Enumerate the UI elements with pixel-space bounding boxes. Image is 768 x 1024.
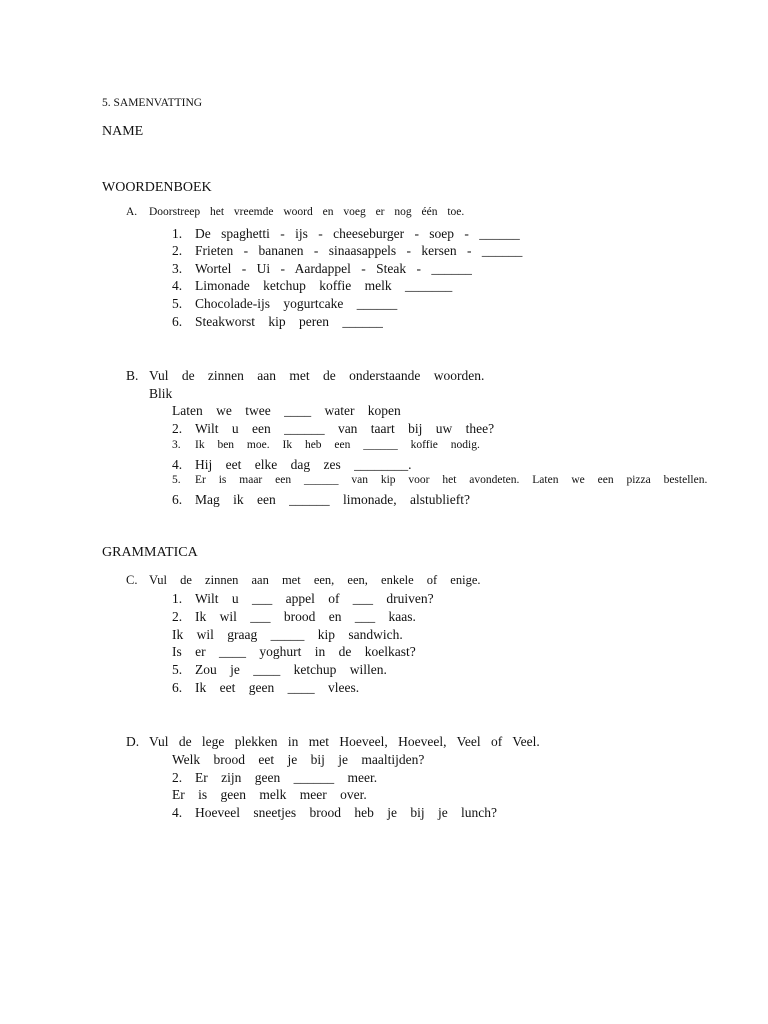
exercise-c-instruction: C. Vul de zinnen aan met een, een, enkele of enige. <box>126 573 481 587</box>
list-item: 4. Hoeveel sneetjes brood heb je bij je lunch? <box>172 805 498 820</box>
list-item: 2. Er zijn geen ______ meer. <box>172 770 378 785</box>
list-item: Laten we twee ____ water kopen <box>172 403 401 418</box>
list-item: 1. De spaghetti - ijs - cheeseburger - soep - ______ <box>172 226 520 241</box>
list-item: 5. Er is maar een ______ van kip voor het avondeten. Laten we een pizza bestellen. <box>172 474 708 486</box>
exercise-b-label: B. <box>126 368 139 383</box>
exercise-b-instruction: B. Vul de zinnen aan met de onderstaande woorden. <box>126 368 485 383</box>
word-bank: Blik <box>149 386 173 401</box>
list-item: 6. Steakworst kip peren ______ <box>172 314 383 329</box>
list-item: 4. Limonade ketchup koffie melk _______ <box>172 278 453 293</box>
list-item: 2. Wilt u een ______ van taart bij uw thee? <box>172 421 495 436</box>
list-item: Is er ____ yoghurt in de koelkast? <box>172 644 416 659</box>
list-item: 2. Frieten - bananen - sinaasappels - kersen - ______ <box>172 243 523 258</box>
heading-woordenboek: WOORDENBOEK <box>102 180 212 195</box>
list-item: 5. Zou je ____ ketchup willen. <box>172 662 387 677</box>
exercise-a-instruction: A. Doorstreep het vreemde woord en voeg er nog één toe. <box>126 206 465 218</box>
list-item: 1. Wilt u ___ appel of ___ druiven? <box>172 591 434 606</box>
name-label: NAME <box>102 124 144 139</box>
exercise-d-instruction: D. Vul de lege plekken in met Hoeveel, Hoeveel, Veel of Veel. <box>126 734 540 749</box>
list-item: Ik wil graag _____ kip sandwich. <box>172 627 403 642</box>
list-item: Welk brood eet je bij je maaltijden? <box>172 752 425 767</box>
heading-grammatica: GRAMMATICA <box>102 545 198 560</box>
list-item: 3. Wortel - Ui - Aardappel - Steak - ______ <box>172 261 472 276</box>
list-item: 4. Hij eet elke dag zes ________. <box>172 457 412 472</box>
list-item: 6. Ik eet geen ____ vlees. <box>172 680 360 695</box>
exercise-a-label: A. <box>126 206 138 218</box>
list-item: Er is geen melk meer over. <box>172 787 367 802</box>
list-item: 5. Chocolade-ijs yogurtcake ______ <box>172 296 398 311</box>
list-item: 6. Mag ik een ______ limonade, alstublieft? <box>172 492 470 507</box>
list-item: 2. Ik wil ___ brood en ___ kaas. <box>172 609 416 624</box>
section-title: 5. SAMENVATTING <box>102 97 203 109</box>
exercise-c-label: C. <box>126 573 138 587</box>
list-item: 3. Ik ben moe. Ik heb een ______ koffie nodig. <box>172 439 480 451</box>
exercise-d-label: D. <box>126 734 140 749</box>
